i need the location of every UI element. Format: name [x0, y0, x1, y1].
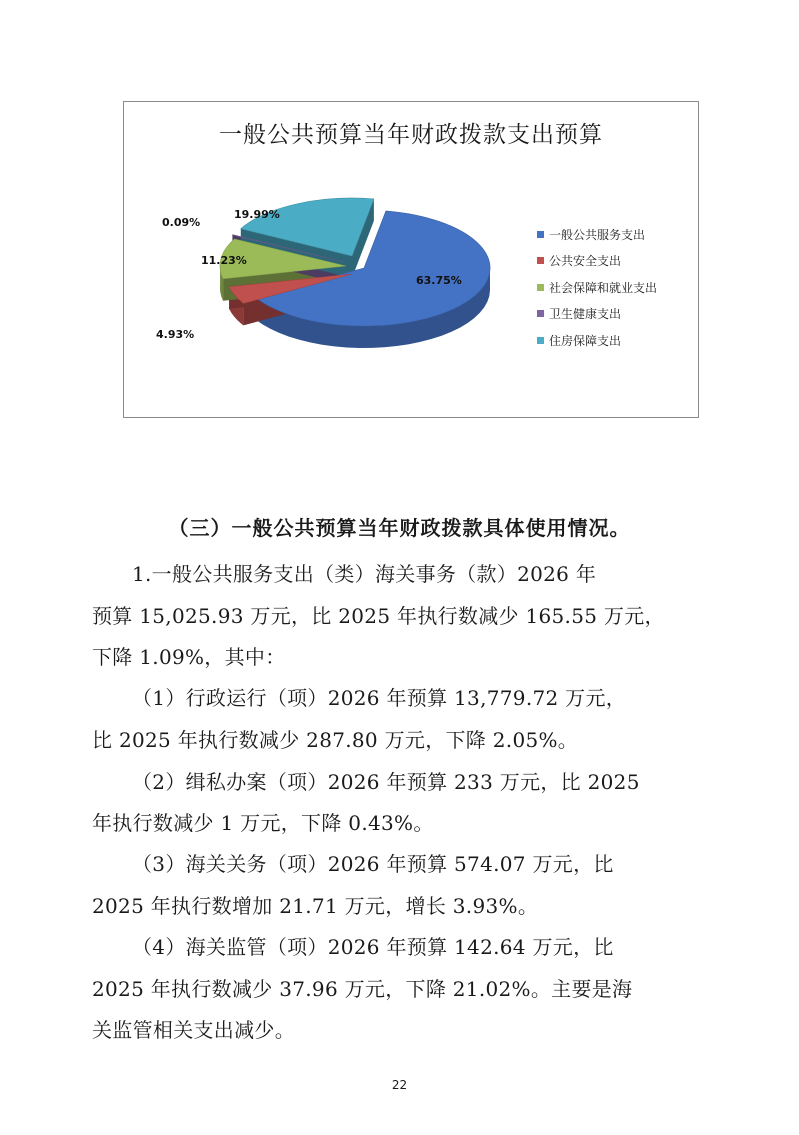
pie-chart: [123, 101, 699, 418]
text-line: 关监管相关支出减少。: [92, 1018, 295, 1042]
legend-swatch: [537, 310, 544, 317]
pie-data-label: 4.93%: [156, 328, 195, 341]
legend-label: 社会保障和就业支出: [549, 280, 658, 295]
text-line: 1.一般公共服务支出（类）海关事务（款）2026 年: [132, 562, 597, 586]
pie-data-label: 11.23%: [201, 254, 247, 267]
legend-item: [537, 301, 657, 328]
legend-label: 卫生健康支出: [549, 307, 622, 322]
chart-title: 一般公共预算当年财政拨款支出预算: [219, 122, 603, 148]
legend-item: [537, 248, 657, 275]
legend-label: 公共安全支出: [549, 254, 622, 269]
text-line: （4）海关监管（项）2026 年预算 142.64 万元，比: [132, 935, 614, 959]
text-line: （3）海关关务（项）2026 年预算 574.07 万元，比: [132, 852, 614, 876]
text-line: 预算 15,025.93 万元，比 2025 年执行数减少 165.55 万元，: [92, 604, 665, 628]
chart-legend: [537, 221, 657, 354]
legend-swatch: [537, 257, 544, 264]
pie-data-label: 0.09%: [162, 216, 201, 229]
legend-swatch: [537, 337, 544, 344]
pie-data-label: 19.99%: [234, 208, 280, 221]
text-line: 比 2025 年执行数减少 287.80 万元，下降 2.05%。: [92, 728, 579, 752]
legend-swatch: [537, 284, 544, 291]
text-line: （1）行政运行（项）2026 年预算 13,779.72 万元，: [132, 686, 627, 710]
legend-swatch: [537, 231, 544, 238]
section-heading: （三）一般公共预算当年财政拨款具体使用情况。: [168, 516, 631, 540]
legend-label: 一般公共服务支出: [549, 227, 646, 242]
page-number: 22: [391, 1078, 408, 1092]
text-line: 下降 1.09%，其中：: [92, 645, 286, 669]
legend-item: [537, 327, 657, 354]
text-line: 2025 年执行数减少 37.96 万元，下降 21.02%。主要是海: [92, 977, 633, 1001]
text-line: 年执行数减少 1 万元，下降 0.43%。: [92, 811, 434, 835]
pie-data-label: 63.75%: [416, 274, 462, 287]
legend-label: 住房保障支出: [549, 333, 622, 348]
text-line: 2025 年执行数增加 21.71 万元，增长 3.93%。: [92, 894, 539, 918]
legend-item: [537, 274, 657, 301]
text-line: （2）缉私办案（项）2026 年预算 233 万元，比 2025: [132, 770, 640, 794]
legend-item: [537, 221, 657, 248]
